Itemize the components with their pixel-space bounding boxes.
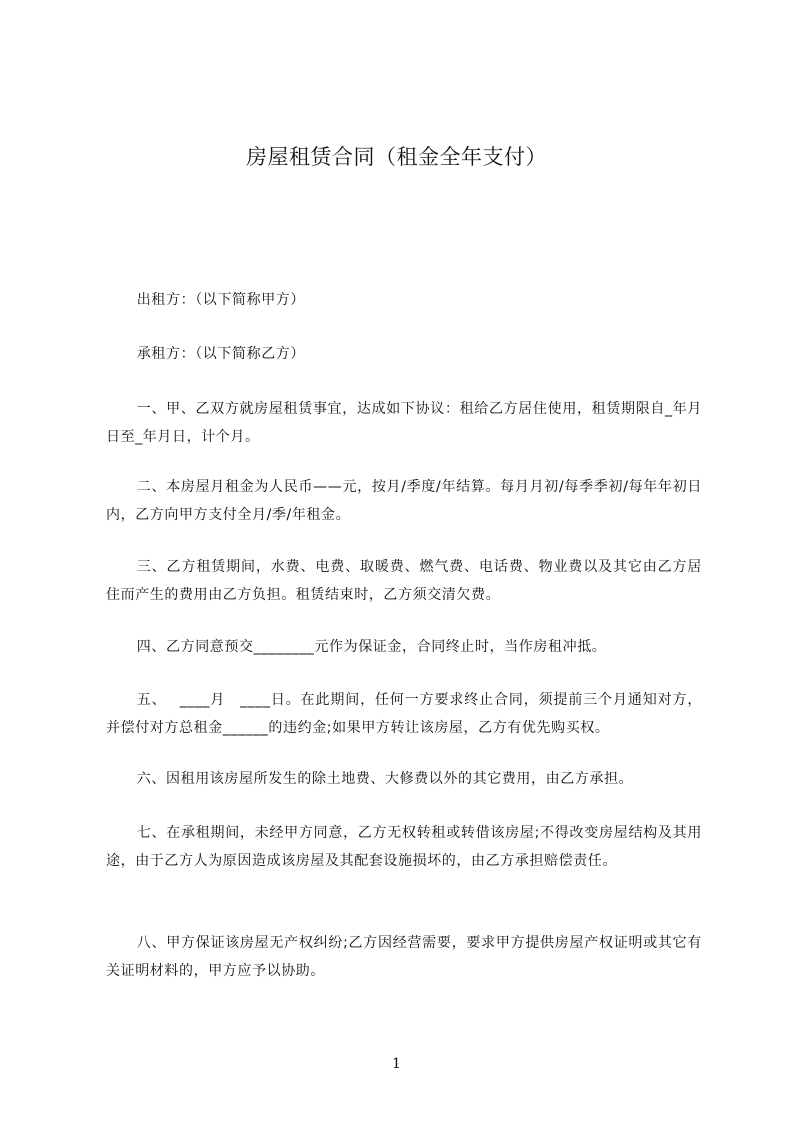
- lessee-line: 承租方：（以下简称乙方）: [136, 346, 305, 362]
- clause-7: 七、在承租期间，未经甲方同意，乙方无权转租或转借该房屋;不得改变房屋结构及其用途，由于乙方人为原因造成该房屋及其配套设施损坏的，由乙方承担赔偿责任。: [106, 825, 702, 869]
- document-title: 房屋租赁合同（租金全年支付）: [246, 145, 547, 169]
- page-number: 1: [392, 1056, 401, 1072]
- clause-8: 八、甲方保证该房屋无产权纠纷;乙方因经营需要，要求甲方提供房屋产权证明或其它有关证明材料的，甲方应予以协助。: [106, 935, 702, 979]
- clause-4: 四、乙方同意预交________元作为保证金，合同终止时，当作房租冲抵。: [136, 639, 607, 655]
- clause-2: 二、本房屋月租金为人民币——元，按月/季度/年结算。每月月初/每季季初/每年年初日内，乙方向甲方支付全月/季/年租金。: [106, 479, 702, 523]
- lessor-line: 出租方：（以下简称甲方）: [136, 292, 305, 308]
- clause-5: 五、 ____月 ____日。在此期间，任何一方要求终止合同，须提前三个月通知对方，并偿付对方总租金______的违约金;如果甲方转让该房屋，乙方有优先购买权。: [106, 692, 702, 736]
- clause-1: 一、甲、乙双方就房屋租赁事宜，达成如下协议：租给乙方居住使用，租赁期限自_年月日至_年月日，计个月。: [106, 401, 702, 445]
- clause-6: 六、因租用该房屋所发生的除土地费、大修费以外的其它费用，由乙方承担。: [136, 771, 634, 787]
- clause-3: 三、乙方租赁期间，水费、电费、取暖费、燃气费、电话费、物业费以及其它由乙方居住而产生的费用由乙方负担。租赁结束时，乙方须交清欠费。: [106, 559, 702, 603]
